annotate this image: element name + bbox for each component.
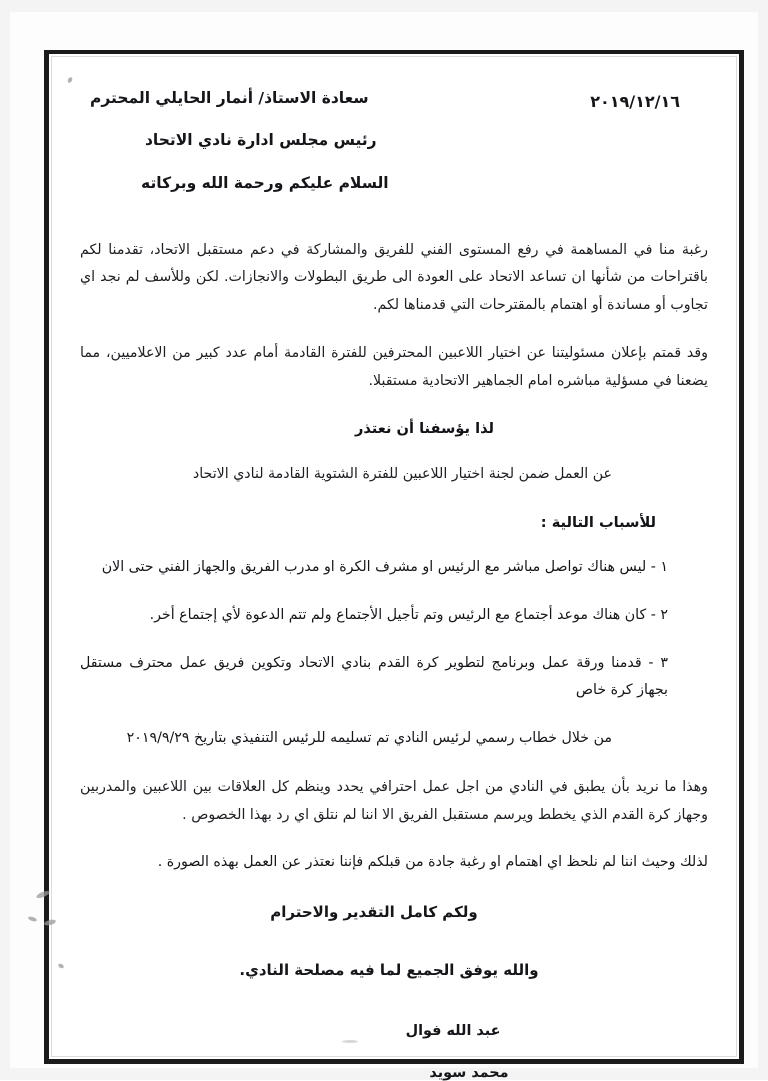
- recipient-name: سعادة الاستاذ/ أنمار الحايلي المحترم: [90, 89, 369, 107]
- closing-blessing: والله يوفق الجميع لما فيه مصلحة النادي.: [239, 961, 539, 980]
- scan-artifact-speck: [28, 916, 38, 923]
- body-paragraph-4: لذلك وحيث اننا لم نلحظ اي اهتمام او رغبة جادة من قبلكم فإننا نعتذر عن العمل بهذه الصورة .: [157, 854, 708, 871]
- header-address-block: [80, 89, 389, 192]
- body-paragraph-3: وهذا ما نريد بأن يطبق في النادي من اجل عمل احترافي يحدد وينظم كل العلاقات بين اللاعبين والمدربين وجهاز كرة القدم الذي يخطط ويرسم مستقبل الفريق الا اننا لم نتلق اي رد بهذا الخصوص .: [80, 779, 708, 823]
- signature-name-1: عبد الله فوال: [405, 1023, 501, 1040]
- body-paragraph-2: وقد قمتم بإعلان مسئوليتنا عن اختيار اللاعبين المحترفين للفترة القادمة أمام عدد كبير من الاعلاميين، مما يضعنا في مسؤلية مباشره امام الجماهير الاتحادية مستقبلا.: [80, 344, 708, 389]
- recipient-title: رئيس مجلس ادارة نادي الاتحاد: [144, 131, 377, 150]
- reason-item-1: ١ - ليس هناك تواصل مباشر مع الرئيس او مشرف الكرة او مدرب الفريق والجهاز الفني حتى الان: [101, 559, 668, 576]
- closing-regards: ولكم كامل التقدير والاحترام: [270, 903, 478, 922]
- official-letter-reference: من خلال خطاب رسمي لرئيس النادي تم تسليمه للرئيس التنفيذي بتاريخ ٢٠١٩/٩/٢٩: [126, 730, 612, 747]
- apology-scope: عن العمل ضمن لجنة اختيار اللاعبين للفترة الشتوية القادمة لنادي الاتحاد: [192, 465, 612, 482]
- reason-item-2: ٢ - كان هناك موعد أجتماع مع الرئيس وتم تأجيل الأجتماع ولم تتم الدعوة لأي إجتماع أخر.: [149, 607, 668, 624]
- body-paragraph-1: رغبة منا في المساهمة في رفع المستوى الفني للفريق والمشاركة في دعم مستقبل الاتحاد، تقدمنا لكم باقتراحات من شأنها ان تساعد الاتحاد على العودة الى طريق البطولات والانجازات. لكن وللأسف لم نجد اي تجاوب أو مساندة أو اهتمام بالمقترحات التي قدمناها لكم.: [80, 241, 708, 314]
- letter-content: [58, 60, 730, 1081]
- signature-block: [80, 1023, 708, 1081]
- greeting-line: السلام عليكم ورحمة الله وبركاته: [141, 173, 389, 192]
- paper-sheet: [10, 12, 758, 1081]
- document-date: ٢٠١٩/١٢/١٦: [590, 92, 680, 111]
- letter-header: [80, 90, 708, 191]
- apology-statement: لذا يؤسفنا أن نعتذر: [354, 420, 494, 438]
- signature-name-2: محمد سويد: [429, 1065, 509, 1081]
- reason-item-3: ٣ - قدمنا ورقة عمل وبرنامج لتطوير كرة القدم بنادي الاتحاد وتكوين فريق عمل محترف مستقل بجهاز كرة خاص: [80, 654, 668, 699]
- letter-body: [80, 237, 708, 979]
- reasons-heading: للأسباب التالية :: [540, 513, 656, 531]
